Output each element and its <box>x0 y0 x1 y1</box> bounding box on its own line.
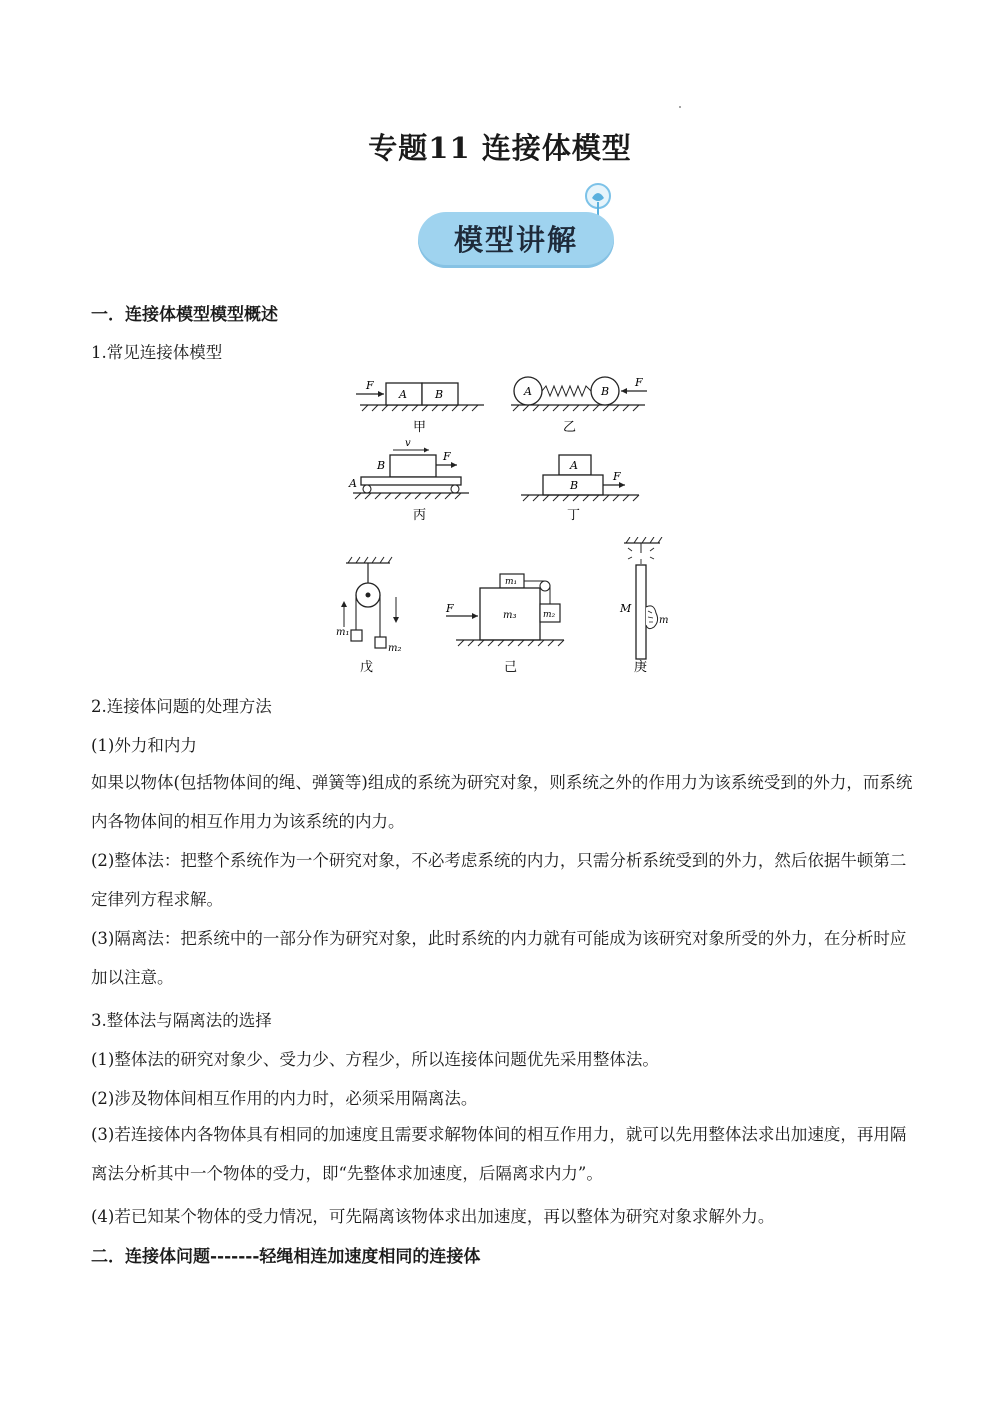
yi-F: F <box>635 376 643 389</box>
ji-m2: m₂ <box>543 610 556 620</box>
paragraph-selection-3: (3)若连接体内各物体具有相同的加速度且需要求解物体间的相互作用力，就可以先用整体法求出加速度，再用隔离法分析其中一个物体的受力，即“先整体求加速度，后隔离求内力”。 <box>91 1125 907 1183</box>
bing-F: F <box>443 450 451 463</box>
ding-A: A <box>570 459 578 472</box>
subheading-methods: 2.连接体问题的处理方法 <box>91 697 272 716</box>
yi-B: B <box>601 385 610 398</box>
geng-m: m <box>659 615 669 626</box>
wu-m1: m₁ <box>336 627 350 638</box>
figure-ding <box>515 437 645 522</box>
subheading-common-models: 1.常见连接体模型 <box>91 343 223 362</box>
item-selection-1: (1)整体法的研究对象少、受力少、方程少，所以连接体问题优先采用整体法。 <box>91 1050 659 1069</box>
jia-F: F <box>366 379 374 392</box>
figure-wu <box>330 555 410 675</box>
badge-label: 模型讲解 <box>453 223 578 257</box>
ding-B: B <box>570 479 579 492</box>
figure-bing <box>345 437 475 522</box>
paragraph-isolation-method: (3)隔离法：把系统中的一部分作为研究对象，此时系统的内力就有可能成为该研究对象所受的外力，在分析时应加以注意。 <box>91 929 907 987</box>
subheading-selection: 3.整体法与隔离法的选择 <box>91 1011 272 1030</box>
item-selection-2: (2)涉及物体间相互作用的内力时，必须采用隔离法。 <box>91 1089 478 1108</box>
wu-caption: 戊 <box>360 660 374 675</box>
jia-caption: 甲 <box>413 420 427 435</box>
yi-caption: 乙 <box>563 420 577 435</box>
item-selection-4: (4)若已知某个物体的受力情况，可先隔离该物体求出加速度，再以整体为研究对象求解外力。 <box>91 1207 775 1226</box>
yi-A: A <box>524 385 532 398</box>
figure-geng <box>610 537 680 675</box>
figure-yi <box>505 373 655 435</box>
bing-B: B <box>377 459 386 472</box>
section-badge <box>412 176 622 276</box>
ji-m3: m₃ <box>503 610 517 621</box>
section-heading-2: 二．连接体问题-------轻绳相连加速度相同的连接体 <box>91 1247 481 1267</box>
figure-jia <box>350 373 490 435</box>
ji-m1: m₁ <box>505 577 518 587</box>
page-dot <box>679 106 681 108</box>
paragraph-whole-method: (2)整体法：把整个系统作为一个研究对象，不必考虑系统的内力，只需分析系统受到的外力，然后依据牛顿第二定律列方程求解。 <box>91 851 907 909</box>
ji-caption: 己 <box>504 660 518 675</box>
bing-A: A <box>349 477 357 490</box>
geng-caption: 庚 <box>634 660 648 675</box>
ding-caption: 丁 <box>567 508 581 522</box>
geng-M: M <box>620 602 632 615</box>
jia-B: B <box>435 388 444 401</box>
section-heading-1: 一．连接体模型模型概述 <box>91 305 278 325</box>
bing-v: v <box>405 438 411 449</box>
jia-A: A <box>399 388 407 401</box>
wu-m2: m₂ <box>388 643 402 654</box>
page-title: 专题11 连接体模型 <box>368 131 632 165</box>
ding-F: F <box>613 470 621 483</box>
figure-ji <box>440 570 570 675</box>
bing-caption: 丙 <box>413 508 427 522</box>
item-external-internal: (1)外力和内力 <box>91 736 197 755</box>
paragraph-external-internal: 如果以物体(包括物体间的绳、弹簧等)组成的系统为研究对象，则系统之外的作用力为该系统受到的外力，而系统内各物体间的相互作用力为该系统的内力。 <box>91 773 913 831</box>
ji-F: F <box>446 602 454 615</box>
